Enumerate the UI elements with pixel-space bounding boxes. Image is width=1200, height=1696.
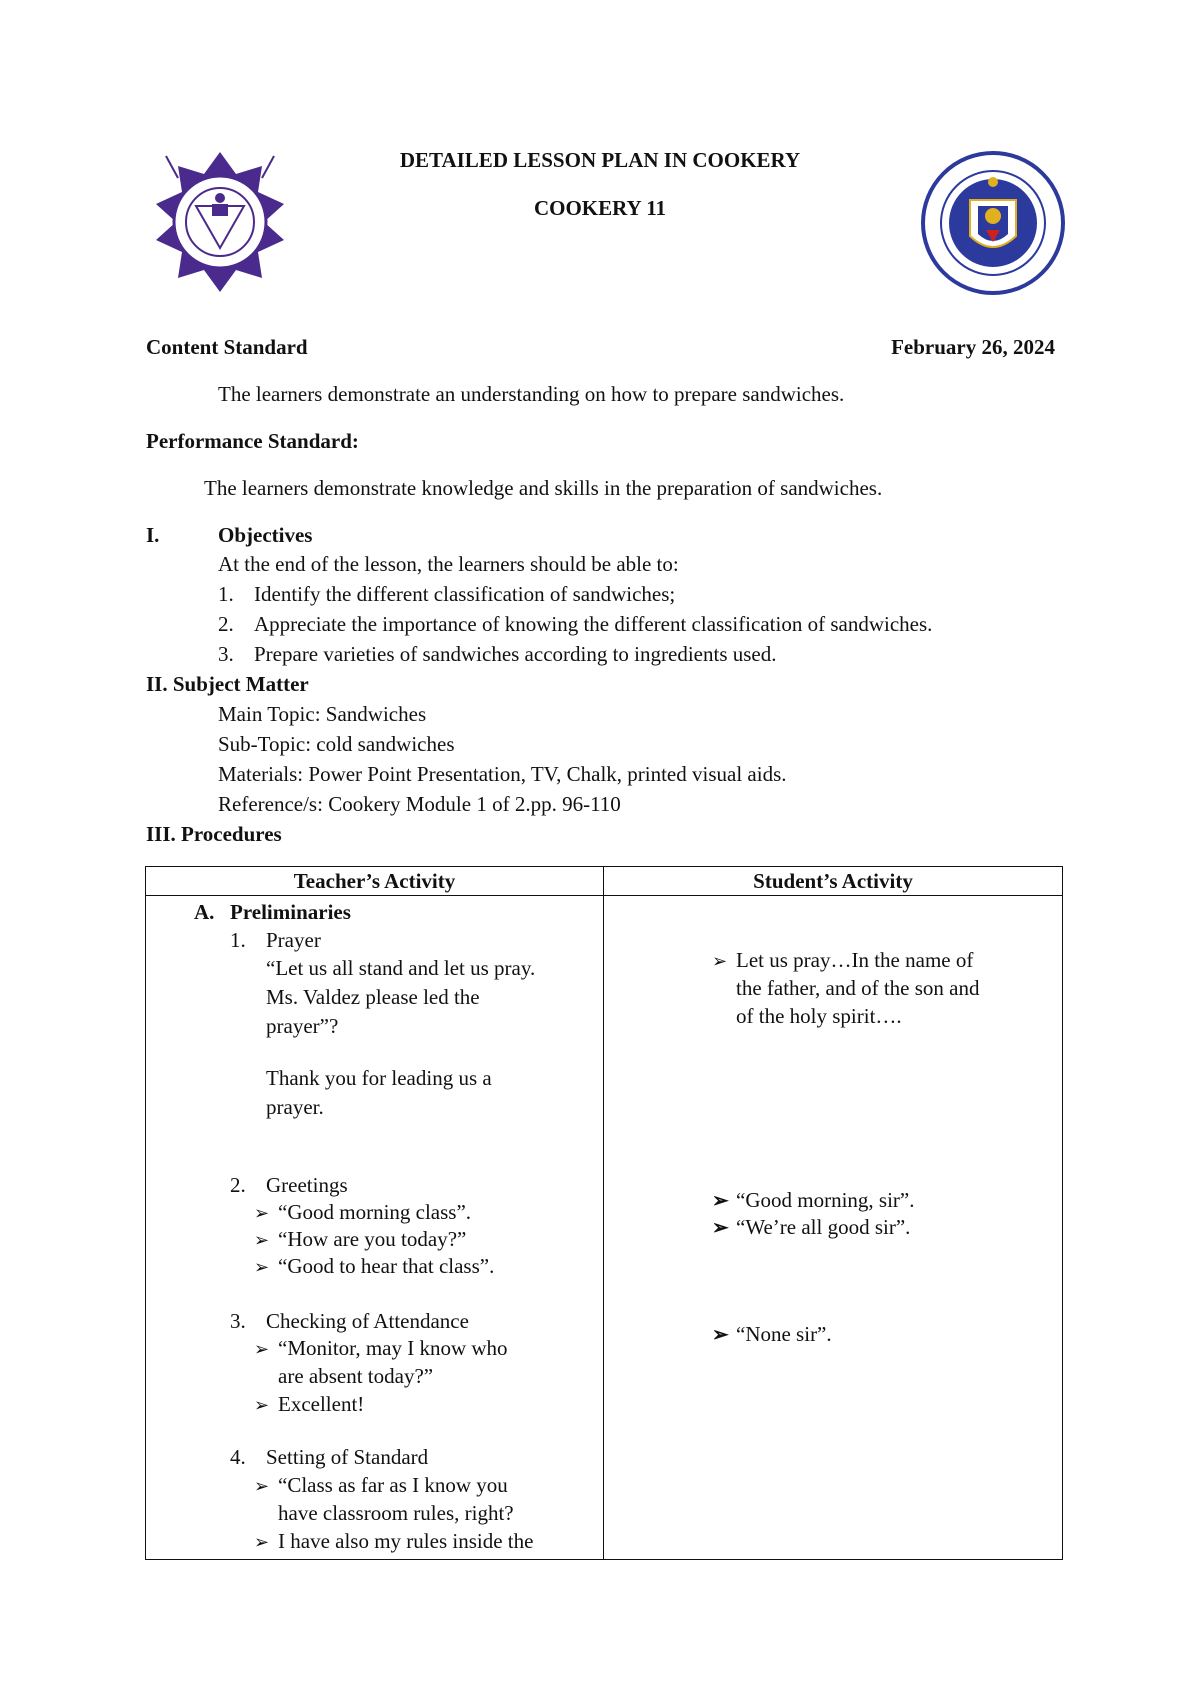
table-row xyxy=(146,896,1063,1560)
objective-text-1: Identify the different classification of sandwiches; xyxy=(254,582,676,606)
procedures-table xyxy=(145,866,1063,1560)
objectives-label: Objectives xyxy=(218,523,313,547)
list-item xyxy=(712,1213,910,1242)
prayer-thanks-1: Thank you for leading us a xyxy=(266,1066,492,1090)
student-greeting-line-1: “Good morning, sir”. xyxy=(736,1188,915,1212)
main-topic: Main Topic: Sandwiches xyxy=(218,702,427,726)
references: Reference/s: Cookery Module 1 of 2.pp. 96-110 xyxy=(218,792,621,816)
school-seal-icon xyxy=(146,148,294,296)
page-subtitle: COOKERY 11 xyxy=(533,196,667,220)
standard-num: 4. xyxy=(230,1445,246,1469)
attendance-line-3: Excellent! xyxy=(278,1392,365,1416)
attendance-label: Checking of Attendance xyxy=(266,1309,469,1333)
student-activity-cell xyxy=(604,896,1063,1560)
attendance-num: 3. xyxy=(230,1309,246,1333)
arrow-bullet-icon: ➢ xyxy=(712,951,728,971)
standard-line-2: have classroom rules, right? xyxy=(278,1501,514,1525)
arrow-bullet-icon: ➢ xyxy=(254,1532,270,1552)
standard-line-3: I have also my rules inside the xyxy=(278,1529,534,1553)
arrow-bullet-icon: ➢ xyxy=(712,1324,729,1346)
arrow-bullet-icon: ➢ xyxy=(254,1476,270,1496)
arrow-bullet-icon: ➢ xyxy=(254,1203,270,1223)
attendance-line-2: are absent today?” xyxy=(278,1364,434,1388)
performance-standard-text: The learners demonstrate knowledge and skills in the preparation of sandwiches. xyxy=(204,476,883,500)
prayer-line-1: “Let us all stand and let us pray. xyxy=(266,956,536,980)
student-prayer-line-2: the father, and of the son and xyxy=(736,976,980,1000)
arrow-bullet-icon: ➢ xyxy=(254,1339,270,1359)
objective-text-3: Prepare varieties of sandwiches according to ingredients used. xyxy=(254,642,777,666)
list-item xyxy=(254,1198,471,1227)
student-attendance-line: “None sir”. xyxy=(736,1322,832,1346)
page-title: DETAILED LESSON PLAN IN COOKERY xyxy=(399,148,801,172)
objective-num-1: 1. xyxy=(218,582,234,606)
greeting-line-1: “Good morning class”. xyxy=(278,1200,472,1224)
arrow-bullet-icon: ➢ xyxy=(254,1230,270,1250)
school-seal-logo xyxy=(146,148,294,296)
prayer-line-2: Ms. Valdez please led the xyxy=(266,985,480,1009)
deped-seal-logo xyxy=(920,150,1066,296)
performance-standard-label: Performance Standard: xyxy=(146,429,359,453)
student-prayer-line-3: of the holy spirit…. xyxy=(736,1004,902,1028)
student-activity-header: Student’s Activity xyxy=(604,867,1063,896)
list-item xyxy=(254,1225,466,1254)
deped-seal-icon xyxy=(920,150,1066,296)
arrow-bullet-icon: ➢ xyxy=(254,1257,270,1277)
greetings-num: 2. xyxy=(230,1173,246,1197)
objective-num-3: 3. xyxy=(218,642,234,666)
lesson-date: February 26, 2024 xyxy=(891,335,1055,359)
list-item xyxy=(254,1334,508,1363)
greeting-line-3: “Good to hear that class”. xyxy=(278,1254,495,1278)
objective-num-2: 2. xyxy=(218,612,234,636)
list-item xyxy=(254,1471,508,1500)
teacher-activity-cell xyxy=(146,896,604,1560)
attendance-line-1: “Monitor, may I know who xyxy=(278,1336,508,1360)
greeting-line-2: “How are you today?” xyxy=(278,1227,467,1251)
list-item xyxy=(254,1390,364,1419)
student-prayer-line-1: Let us pray…In the name of xyxy=(736,948,974,972)
subject-matter-label: II. Subject Matter xyxy=(146,672,309,696)
list-item xyxy=(712,946,973,975)
objective-text-2: Appreciate the importance of knowing the different classification of sandwiches. xyxy=(254,612,933,636)
prayer-label: Prayer xyxy=(266,928,321,952)
section-a-letter: A. xyxy=(194,900,215,924)
student-greeting-line-2: “We’re all good sir”. xyxy=(736,1215,911,1239)
list-item xyxy=(712,1186,914,1215)
greetings-label: Greetings xyxy=(266,1173,348,1197)
objectives-numeral: I. xyxy=(146,523,160,547)
materials: Materials: Power Point Presentation, TV, Chalk, printed visual aids. xyxy=(218,762,787,786)
teacher-activity-header: Teacher’s Activity xyxy=(146,867,604,896)
list-item xyxy=(712,1320,832,1349)
procedures-label: III. Procedures xyxy=(146,822,282,846)
sub-topic: Sub-Topic: cold sandwiches xyxy=(218,732,455,756)
content-standard-label: Content Standard xyxy=(146,335,308,359)
prayer-num: 1. xyxy=(230,928,246,952)
arrow-bullet-icon: ➢ xyxy=(254,1395,270,1415)
list-item xyxy=(254,1527,533,1556)
standard-label: Setting of Standard xyxy=(266,1445,429,1469)
prayer-thanks-2: prayer. xyxy=(266,1095,324,1119)
arrow-bullet-icon: ➢ xyxy=(712,1190,729,1212)
objectives-intro: At the end of the lesson, the learners should be able to: xyxy=(218,552,679,576)
section-a-label: Preliminaries xyxy=(230,900,351,924)
standard-line-1: “Class as far as I know you xyxy=(278,1473,508,1497)
prayer-line-3: prayer”? xyxy=(266,1014,339,1038)
table-header-row xyxy=(146,867,1063,896)
content-standard-text: The learners demonstrate an understanding on how to prepare sandwiches. xyxy=(218,382,845,406)
arrow-bullet-icon: ➢ xyxy=(712,1217,729,1239)
list-item xyxy=(254,1252,494,1281)
